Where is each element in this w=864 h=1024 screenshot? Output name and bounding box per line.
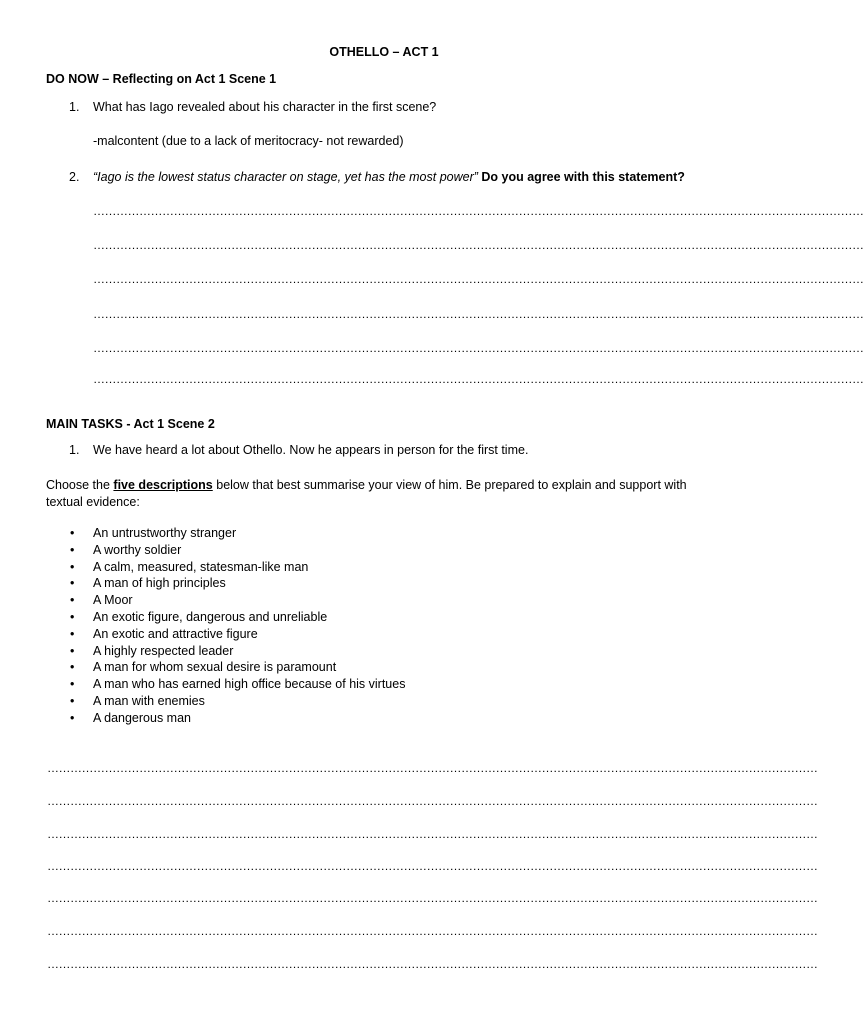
instruction-pre: Choose the xyxy=(46,478,114,492)
list-item[interactable] xyxy=(46,609,405,626)
do-now-q2-number: 2. xyxy=(69,170,80,184)
description-text: A worthy soldier xyxy=(93,542,182,557)
do-now-q2-text xyxy=(93,171,685,184)
answer-line[interactable]: ………………………………………………………………………………………………………………………………………………………………………………… xyxy=(47,957,818,971)
bullet-icon: • xyxy=(70,526,75,540)
bullet-icon: • xyxy=(70,643,75,658)
description-text: An exotic figure, dangerous and unreliable xyxy=(93,609,328,624)
description-text: A man with enemies xyxy=(93,693,205,708)
description-text: A dangerous man xyxy=(93,710,191,725)
answer-line[interactable]: ………………………………………………………………………………………………………………………………………………………………………………… xyxy=(93,341,864,355)
list-item[interactable] xyxy=(46,559,405,576)
bullet-icon: • xyxy=(70,693,75,708)
bullet-icon: • xyxy=(70,542,75,557)
list-item[interactable] xyxy=(46,643,405,660)
description-text: A highly respected leader xyxy=(93,643,234,658)
do-now-q1-text: What has Iago revealed about his character in the first scene? xyxy=(93,100,437,114)
bullet-icon: • xyxy=(70,660,75,675)
descriptions-list xyxy=(46,525,405,727)
answer-line[interactable]: ………………………………………………………………………………………………………………………………………………………………………………… xyxy=(93,372,864,386)
bullet-icon: • xyxy=(70,609,75,624)
do-now-heading: DO NOW – Reflecting on Act 1 Scene 1 xyxy=(46,72,277,86)
page-title: OTHELLO – ACT 1 xyxy=(329,45,439,59)
list-item[interactable] xyxy=(46,693,405,710)
answer-line[interactable]: ………………………………………………………………………………………………………………………………………………………………………………… xyxy=(93,272,864,286)
answer-line[interactable]: ………………………………………………………………………………………………………………………………………………………………………………… xyxy=(47,827,818,841)
do-now-q1-answer[interactable]: -malcontent (due to a lack of meritocracy- not rewarded) xyxy=(93,134,404,148)
description-text: An exotic and attractive figure xyxy=(93,626,258,641)
do-now-q1-number: 1. xyxy=(69,100,80,114)
bullet-icon: • xyxy=(70,677,75,692)
bullet-icon: • xyxy=(70,626,75,641)
instruction-paragraph xyxy=(46,477,716,511)
bullet-icon: • xyxy=(70,710,75,725)
description-text: An untrustworthy stranger xyxy=(93,526,237,540)
bullet-icon: • xyxy=(70,593,75,608)
answer-line[interactable]: ………………………………………………………………………………………………………………………………………………………………………………… xyxy=(47,924,818,938)
do-now-q2-quote: “Iago is the lowest status character on stage, yet has the most power” xyxy=(93,170,478,184)
instruction-post: below that best summarise your view of him. Be prepared to explain and support with textual evidence: xyxy=(46,478,687,509)
bullet-icon: • xyxy=(70,559,75,574)
answer-line[interactable]: ………………………………………………………………………………………………………………………………………………………………………………… xyxy=(47,794,818,808)
do-now-q2-prompt: Do you agree with this statement? xyxy=(477,170,685,184)
answer-line[interactable]: ………………………………………………………………………………………………………………………………………………………………………………… xyxy=(47,859,818,873)
list-item[interactable] xyxy=(46,659,405,676)
list-item[interactable] xyxy=(46,542,405,559)
description-text: A man of high principles xyxy=(93,576,226,591)
answer-line[interactable]: ………………………………………………………………………………………………………………………………………………………………………………… xyxy=(93,307,864,321)
list-item[interactable] xyxy=(46,592,405,609)
list-item[interactable] xyxy=(46,525,405,542)
answer-line[interactable]: ………………………………………………………………………………………………………………………………………………………………………………… xyxy=(47,891,818,905)
main-tasks-heading: MAIN TASKS - Act 1 Scene 2 xyxy=(46,417,215,431)
list-item[interactable] xyxy=(46,710,405,727)
list-item[interactable] xyxy=(46,575,405,592)
main-tasks-q1-text: We have heard a lot about Othello. Now he appears in person for the first time. xyxy=(93,443,529,457)
main-tasks-q1-number: 1. xyxy=(69,443,80,457)
answer-line[interactable]: ………………………………………………………………………………………………………………………………………………………………………………… xyxy=(47,761,818,775)
description-text: A calm, measured, statesman-like man xyxy=(93,559,309,574)
description-text: A man who has earned high office because of his virtues xyxy=(93,677,406,692)
answer-line[interactable]: ………………………………………………………………………………………………………………………………………………………………………………… xyxy=(93,204,864,218)
list-item[interactable] xyxy=(46,626,405,643)
description-text: A man for whom sexual desire is paramount xyxy=(93,660,337,675)
list-item[interactable] xyxy=(46,676,405,693)
description-text: A Moor xyxy=(93,593,133,608)
answer-line[interactable]: ………………………………………………………………………………………………………………………………………………………………………………… xyxy=(93,238,864,252)
instruction-emphasis: five descriptions xyxy=(113,478,213,492)
bullet-icon: • xyxy=(70,576,75,591)
